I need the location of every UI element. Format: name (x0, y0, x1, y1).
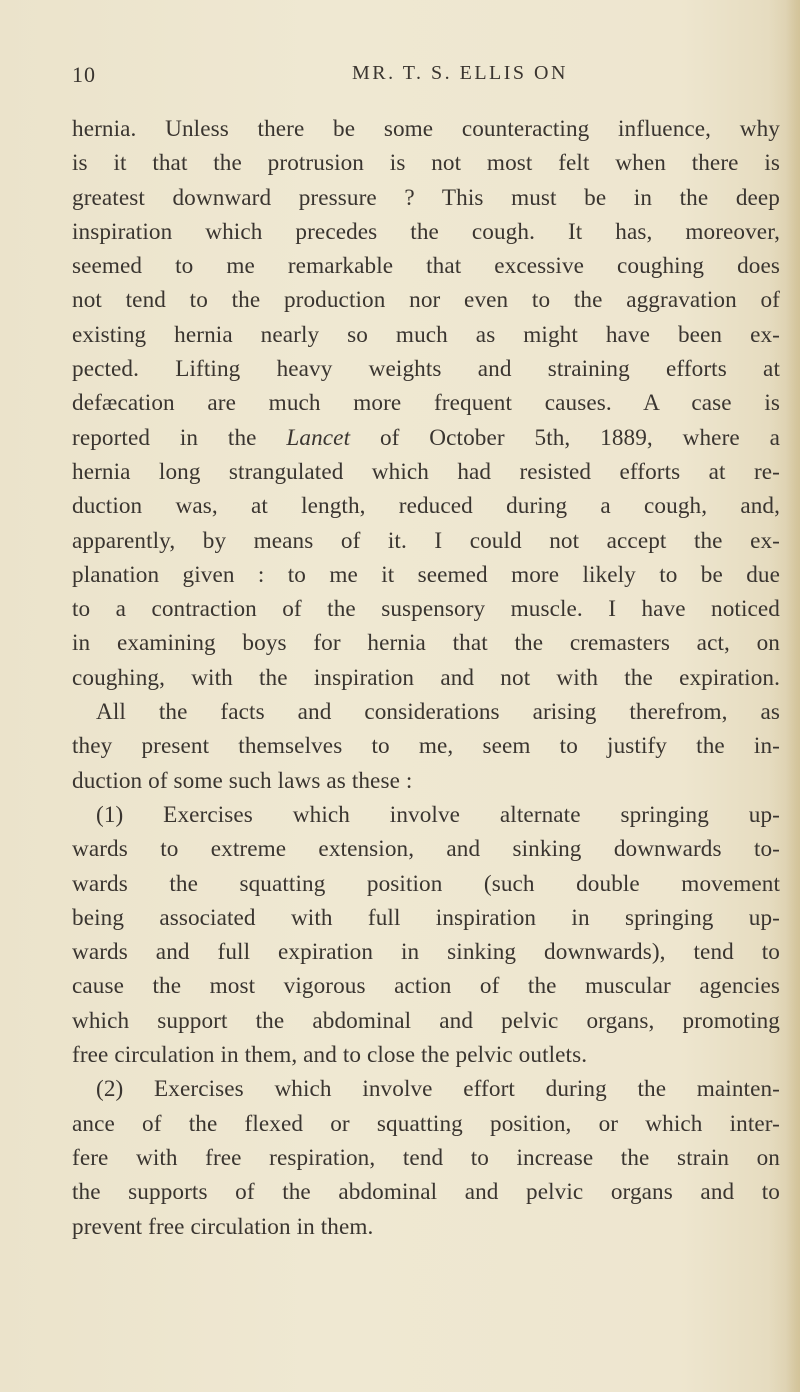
page-edge-shadow (786, 0, 800, 1392)
page-header (72, 62, 792, 94)
text-line: is it that the protrusion is not most felt when there is (72, 150, 780, 177)
body-text (72, 112, 780, 1244)
text-line: duction was, at length, reduced during a cough, and, (72, 493, 780, 520)
text-line: ance of the flexed or squatting position, or which inter- (72, 1110, 780, 1137)
text-line: (2) Exercises which involve effort during the mainten- (96, 1076, 780, 1103)
text-line: greatest downward pressure ? This must be in the deep (72, 184, 780, 211)
text-line: apparently, by means of it. I could not accept the ex- (72, 527, 780, 554)
text-line: seemed to me remarkable that excessive coughing does (72, 253, 780, 280)
text-line: being associated with full inspiration in springing up- (72, 904, 780, 931)
text-line: inspiration which precedes the cough. It has, moreover, (72, 218, 780, 245)
running-head: MR. T. S. ELLIS ON (352, 62, 568, 84)
text-line: hernia long strangulated which had resisted efforts at re- (72, 458, 780, 485)
page-number: 10 (72, 62, 96, 87)
text-line: existing hernia nearly so much as might have been ex- (72, 321, 780, 348)
text-line: they present themselves to me, seem to justify the in- (72, 733, 780, 760)
text-line: All the facts and considerations arising therefrom, as (96, 699, 780, 726)
text-line: fere with free respiration, tend to increase the strain on (72, 1144, 780, 1171)
text-line: free circulation in them, and to close the pelvic outlets. (72, 1042, 588, 1069)
italic-title: Lancet (286, 424, 351, 451)
text-line: planation given : to me it seemed more likely to be due (72, 561, 780, 588)
text-line: defæcation are much more frequent causes. A case is (72, 390, 780, 417)
text-line: pected. Lifting heavy weights and straining efforts at (72, 356, 780, 383)
text-line: to a contraction of the suspensory muscle. I have noticed (72, 596, 780, 623)
text-line: wards to extreme extension, and sinking downwards to- (72, 836, 780, 863)
text-line: (1) Exercises which involve alternate springing up- (96, 801, 780, 828)
text-line: hernia. Unless there be some counteracting influence, why (72, 116, 780, 142)
text-line: wards the squatting position (such double movement (72, 870, 780, 897)
text-line: wards and full expiration in sinking downwards), tend to (72, 939, 780, 966)
text-line: the supports of the abdominal and pelvic organs and to (72, 1179, 780, 1206)
text-line: reported in the Lancet of October 5th, 1889, where a (72, 424, 781, 451)
text-line: coughing, with the inspiration and not with the expiration. (72, 664, 780, 691)
text-line: which support the abdominal and pelvic organs, promoting (72, 1007, 780, 1034)
text-line: prevent free circulation in them. (72, 1213, 374, 1240)
text-line: cause the most vigorous action of the muscular agencies (72, 973, 780, 1000)
text-line: in examining boys for hernia that the cremasters act, on (72, 630, 780, 657)
text-line: not tend to the production nor even to the aggravation of (72, 287, 780, 314)
text-line: duction of some such laws as these : (72, 767, 413, 794)
